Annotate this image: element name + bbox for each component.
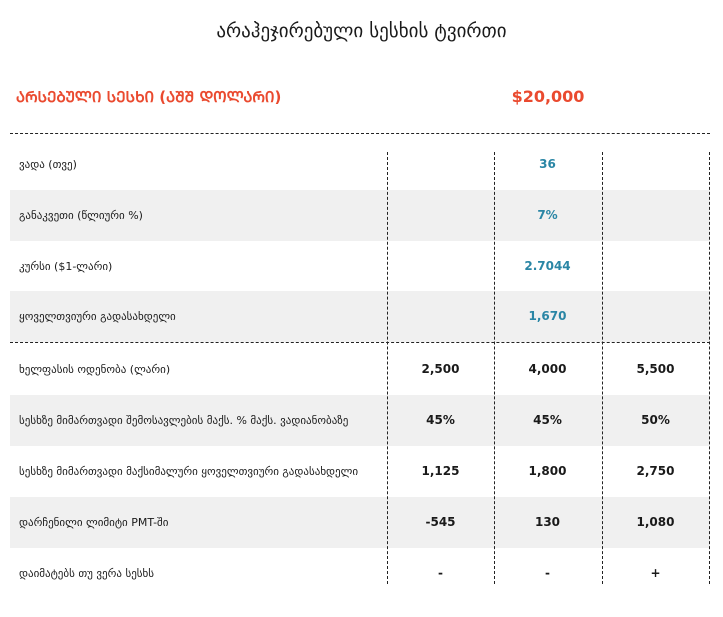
table-row-term bbox=[10, 139, 710, 190]
table-row-monthly-payment bbox=[10, 291, 710, 342]
cell-value: - bbox=[545, 566, 550, 580]
row-label: სესხზე მიმართვადი მაქსიმალური ყოველთვიური გადასახდელი bbox=[19, 465, 359, 478]
row-label: განაკვეთი (წლიური %) bbox=[19, 209, 143, 222]
table-row-rate bbox=[10, 190, 710, 241]
cell-value: 2,500 bbox=[421, 362, 460, 376]
divider-middle bbox=[10, 342, 710, 343]
cell-value: 45% bbox=[426, 413, 455, 427]
cell-value: 50% bbox=[641, 413, 670, 427]
column-divider bbox=[494, 152, 495, 584]
table-row-remaining-limit bbox=[10, 497, 710, 548]
table-row-loan-eligibility bbox=[10, 548, 710, 599]
row-label: დაიმატებს თუ ვერა სესხს bbox=[19, 567, 155, 580]
cell-value: 1,800 bbox=[528, 464, 567, 478]
column-divider bbox=[602, 152, 603, 584]
cell-value: - bbox=[438, 566, 443, 580]
cell-value: 130 bbox=[534, 515, 561, 529]
page-title: არაჰეჯირებული სესხის ტვირთი bbox=[216, 20, 507, 42]
cell-value: 2,750 bbox=[636, 464, 675, 478]
loan-amount-value: $20,000 bbox=[511, 87, 585, 106]
cell-value: 1,125 bbox=[421, 464, 460, 478]
term-value: 36 bbox=[539, 157, 556, 171]
table-row-exchange-rate bbox=[10, 241, 710, 292]
row-label: დარჩენილი ლიმიტი PMT-ში bbox=[19, 516, 169, 529]
cell-value: 45% bbox=[533, 413, 562, 427]
exchange-rate-value: 2.7044 bbox=[524, 259, 571, 273]
cell-value: + bbox=[650, 566, 661, 580]
loan-amount-label: ᲐᲠᲡᲔᲑᲣᲚᲘ ᲡᲔᲡᲮᲘ (ᲐᲨᲨ ᲓᲝᲚᲐᲠᲘ) bbox=[16, 88, 282, 106]
divider-top bbox=[10, 133, 710, 134]
row-label: ყოველთვიური გადასახდელი bbox=[19, 310, 176, 323]
rate-value: 7% bbox=[537, 208, 558, 222]
table-row-max-income-percent bbox=[10, 395, 710, 446]
column-divider bbox=[709, 152, 710, 584]
cell-value: 4,000 bbox=[528, 362, 567, 376]
row-label: კურსი ($1-ლარი) bbox=[19, 260, 113, 273]
row-label: სესხზე მიმართვადი შემოსავლების მაქს. % მაქს. ვადიანობაზე bbox=[19, 414, 349, 427]
cell-value: 1,080 bbox=[636, 515, 675, 529]
row-label: ხელფასის ოდენობა (ლარი) bbox=[19, 363, 171, 376]
cell-value: -545 bbox=[425, 515, 456, 529]
cell-value: 5,500 bbox=[636, 362, 675, 376]
row-label: ვადა (თვე) bbox=[19, 158, 77, 171]
table-row-salary bbox=[10, 344, 710, 395]
column-divider bbox=[387, 152, 388, 584]
table-row-max-monthly-payment bbox=[10, 446, 710, 497]
monthly-payment-value: 1,670 bbox=[528, 309, 567, 323]
